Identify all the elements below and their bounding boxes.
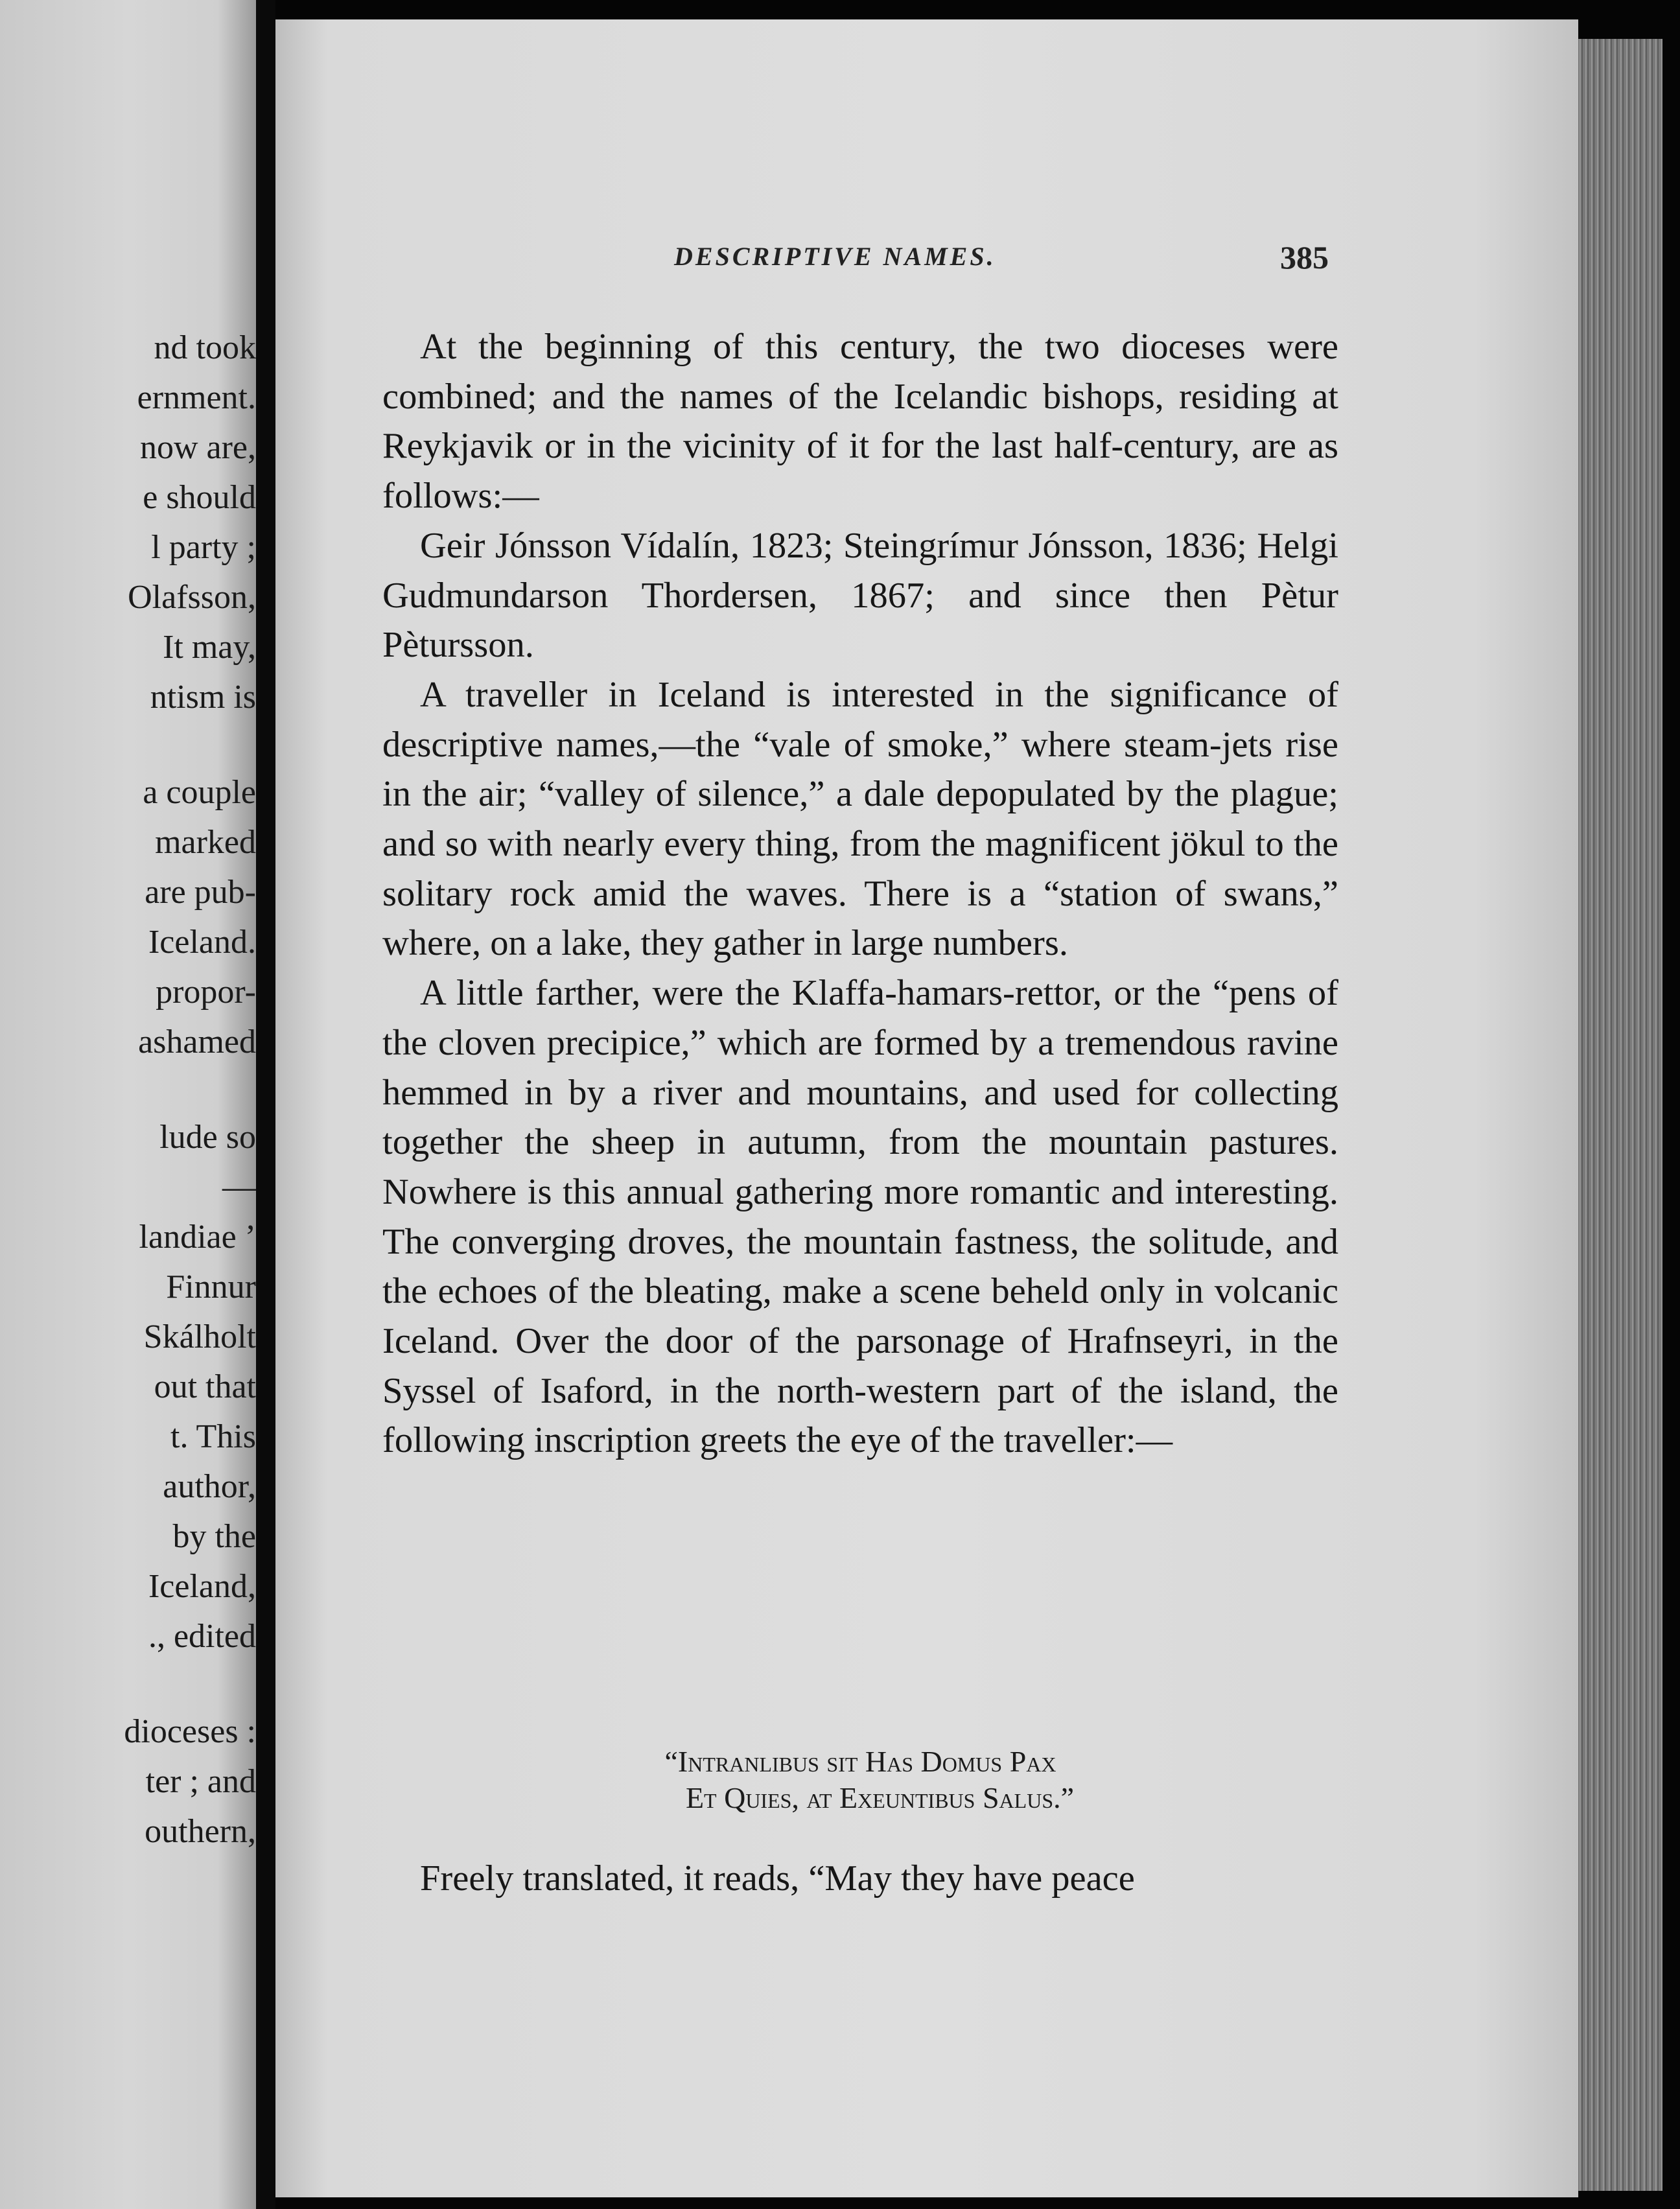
left-fragment: out that — [154, 1368, 256, 1405]
body-text — [382, 322, 1338, 1466]
left-fragment: now are, — [139, 429, 256, 466]
left-fragment: ., edited — [148, 1618, 256, 1655]
left-fragment: marked — [155, 824, 256, 861]
left-fragment — [0, 1067, 256, 1112]
left-fragment: Finnur — [166, 1268, 256, 1305]
left-fragment: outhern, — [145, 1813, 256, 1850]
left-fragment: dioceses : — [124, 1713, 256, 1750]
left-fragment: Iceland, — [148, 1568, 256, 1605]
left-fragment: nd took — [154, 329, 256, 366]
page-edges — [1578, 39, 1662, 2191]
left-fragment: author, — [163, 1468, 256, 1505]
left-fragment: propor- — [156, 974, 256, 1011]
paragraph: At the beginning of this century, the two dioceses were combined; and the names of the Icelandic bishops, residing at Reykjavik or in the vicinity of it for the last half-century, are as follows:— — [382, 327, 1338, 517]
left-fragment: ter ; and — [145, 1763, 256, 1800]
left-facing-page — [0, 0, 256, 2209]
left-fragment: — — [222, 1169, 256, 1206]
inscription-line-2: Et Quies, at Exeuntibus Salus.” — [685, 1781, 1075, 1814]
left-fragment: Olafsson, — [128, 579, 256, 616]
left-fragment: lude so — [159, 1119, 256, 1156]
left-fragment: a couple — [143, 774, 256, 811]
left-fragment: ntism is — [150, 679, 256, 716]
left-fragment: Skálholt — [143, 1318, 256, 1355]
left-fragment — [0, 1661, 256, 1707]
left-fragment: It may, — [163, 629, 256, 666]
book-gutter — [256, 0, 275, 2209]
running-title: DESCRIPTIVE NAMES. — [674, 242, 996, 271]
left-fragment: e should — [143, 479, 256, 516]
left-fragment: are pub- — [145, 874, 256, 911]
paragraph: A little farther, were the Klaffa-hamars-rettor, or the “pens of the cloven precipice,” which are formed by a tremendous ravine hemmed in by a river and mountains, and used for collecting together the sheep in autumn, from the mountain pastures. Nowhere is this annual gathering more romantic and interesting. The converging droves, the mountain fastness, the solitude, and the echoes of the bleating, make a scene beheld only in volcanic Iceland. Over the door of the parsonage of Hrafnseyri, in the Syssel of Isaford, in the north-western part of the island, the following inscription greets the eye of the traveller:— — [382, 973, 1338, 1461]
left-fragment: t. This — [170, 1418, 256, 1455]
left-fragment — [0, 722, 256, 767]
left-fragment: ashamed — [138, 1023, 256, 1060]
left-page-line-fragments — [0, 323, 256, 1856]
closing-line: Freely translated, it reads, “May they have peace — [420, 1858, 1135, 1899]
left-fragment: l party ; — [151, 529, 256, 566]
left-fragment: ernment. — [137, 379, 256, 416]
inscription-line-1: “Intranlibus sit Has Domus Pax — [664, 1745, 1056, 1778]
paragraph: Geir Jónsson Vídalín, 1823; Steingrímur Jónsson, 1836; Helgi Gudmundarson Thordersen, 1867; and since then Pètur Pètursson. — [382, 525, 1338, 666]
latin-inscription — [382, 1744, 1338, 1816]
left-fragment: by the — [172, 1518, 256, 1555]
left-fragment: Iceland. — [148, 924, 256, 961]
paragraph: A traveller in Iceland is interested in the significance of descriptive names,—the “vale of smoke,” where steam-jets rise in the air; “valley of silence,” a dale depopulated by the plague; and so with nearly every thing, from the magnificent jökul to the solitary rock amid the waves. There is a “station of swans,” where, on a lake, they gather in large numbers. — [382, 674, 1338, 964]
page-number: 385 — [1280, 239, 1329, 275]
left-fragment: landiae ’ — [139, 1219, 256, 1256]
